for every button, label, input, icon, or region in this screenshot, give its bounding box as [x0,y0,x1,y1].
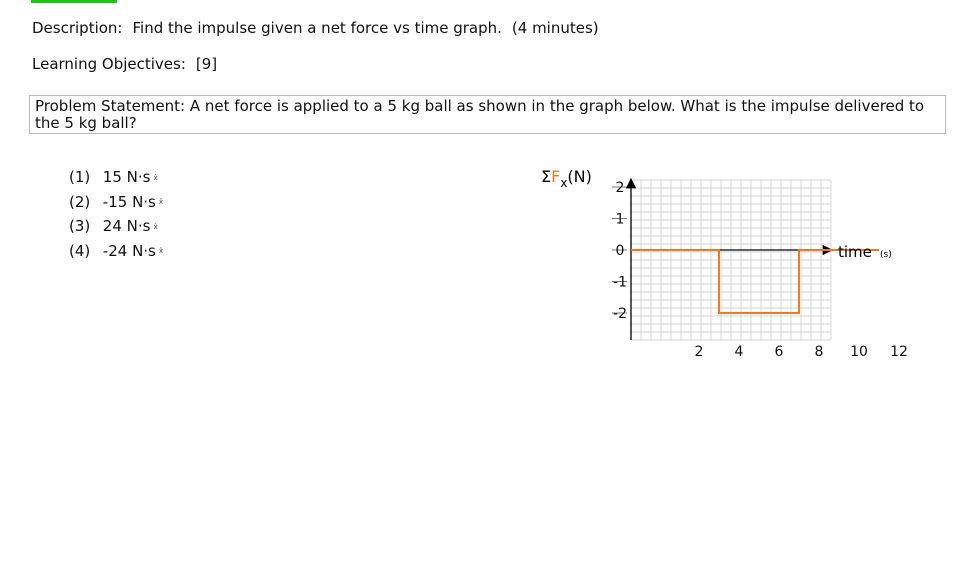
choice-value: -24 [102,241,128,260]
objectives-label: Learning Objectives: [32,55,186,73]
y-tick-label: 2 [615,180,625,196]
x-tick-label: 12 [890,344,908,360]
chart-labels [541,167,892,261]
choice-number: (2) [69,192,91,211]
problem-label: Problem Statement: [35,97,186,115]
problem-text: A net force is applied to a 5 kg ball as shown in the graph below. What is the impulse delivered to the 5 kg ball? [35,97,925,132]
choice-unit: N·s [132,241,156,260]
x-hat-unit-vector: x̂ [158,247,164,255]
x-tick-label: 8 [814,344,824,360]
sigma-symbol: Σ [541,167,552,186]
x-tick-label: 2 [694,344,704,360]
choice-value: -15 [102,192,128,211]
y-axis-unit: (N) [567,167,592,186]
choice-unit: N·s [126,168,151,186]
choice-value: 24 [102,217,122,235]
x-subscript: x [560,176,568,190]
choice-number: (4) [69,241,91,260]
chart-grid [631,180,831,340]
choice-number: (1) [69,168,91,186]
x-tick-label: 6 [774,344,784,360]
description-time: (4 minutes) [511,19,599,37]
x-axis-label: time [838,243,872,261]
objectives-value: [9] [195,55,218,73]
choice-unit: N·s [132,192,156,211]
x-tick-label: 10 [850,344,868,360]
y-tick-label: 0 [615,243,625,259]
x-tick-label: 4 [734,344,744,360]
y-tick-label: -1 [613,274,627,291]
force-symbol: F [551,167,561,186]
y-tick-label: -2 [613,306,627,322]
x-hat-unit-vector: x̂ [158,198,164,206]
description-text: Find the impulse given a net force vs time graph. [132,19,502,37]
choice-value: 15 [102,168,122,186]
description-label: Description: [32,19,123,37]
x-hat-unit-vector: x̂ [153,222,158,231]
choice-unit: N·s [126,217,151,235]
y-tick-label: 1 [615,211,625,228]
chart-axes [612,179,908,360]
x-axis-unit: (s) [880,250,892,260]
y-axis-label [541,167,592,190]
x-hat-unit-vector: x̂ [153,173,158,182]
choice-number: (3) [69,217,91,235]
